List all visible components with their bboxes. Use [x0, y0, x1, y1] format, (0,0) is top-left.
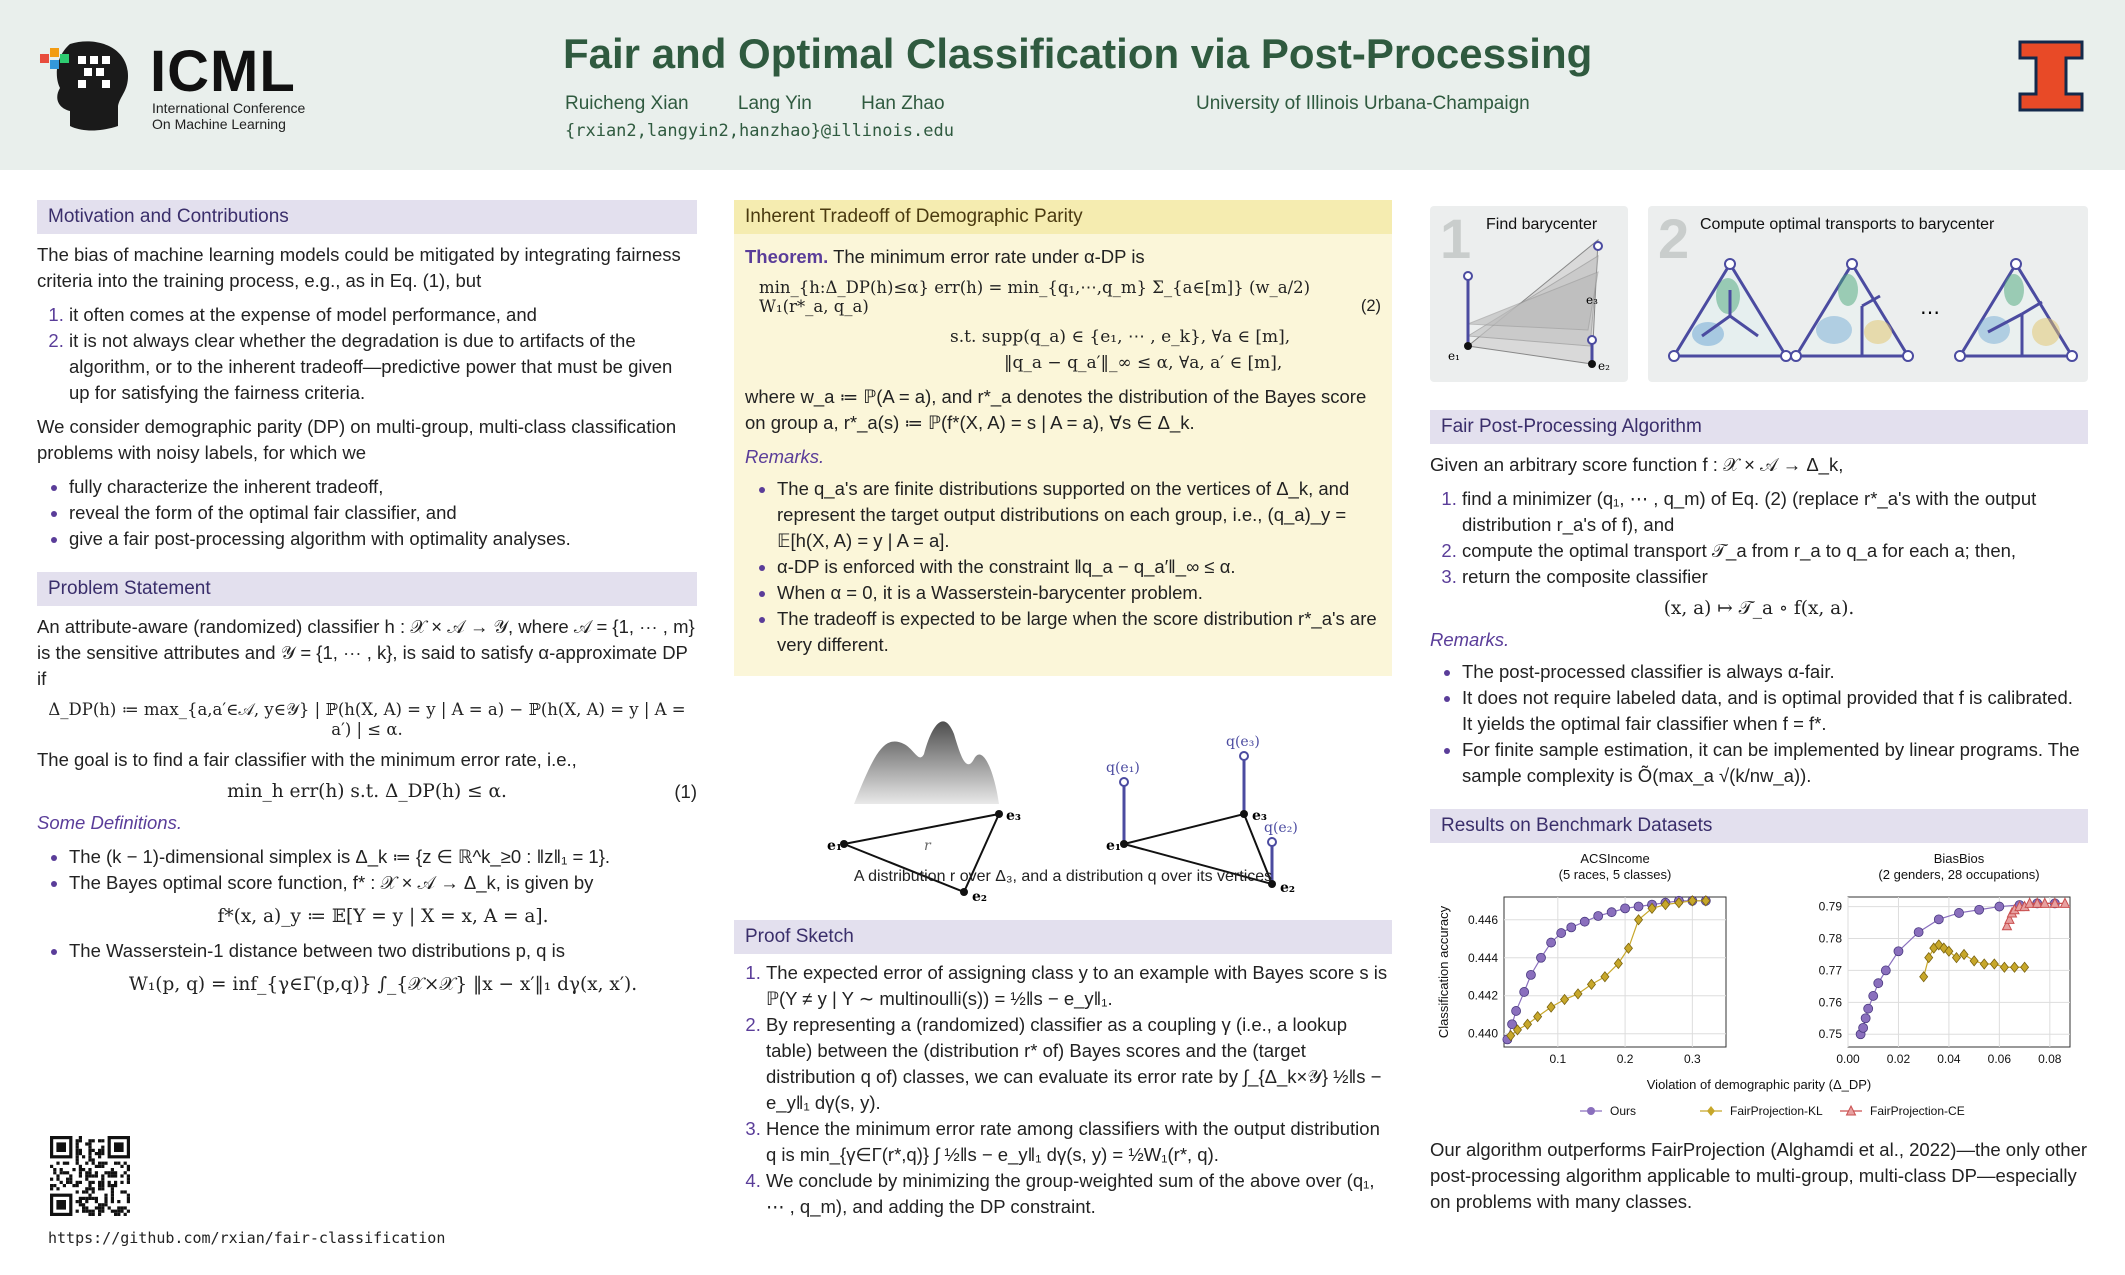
remarks-heading: Remarks.: [1430, 629, 1510, 650]
step2-panel: [1648, 206, 2088, 382]
data-point: [1537, 953, 1546, 962]
chart-title: BiasBios: [1933, 851, 1985, 866]
section-heading-results: Results on Benchmark Datasets: [1430, 809, 2088, 843]
data-point: [1621, 904, 1630, 913]
list-item: • When α = 0, it is a Wasserstein-barycenter problem.: [777, 580, 1381, 606]
step-label: Find barycenter: [1486, 216, 1598, 233]
list-item: 3. return the composite classifier: [1462, 564, 2088, 590]
bayes-score-equation: f*(x, a)_y ≔ 𝔼[Y = y | X = x, A = a].: [217, 906, 549, 927]
data-point: [1894, 947, 1903, 956]
y-tick-label: 0.446: [1467, 912, 1498, 927]
composite-classifier-equation: (x, a) ↦ 𝒯_a ∘ f(x, a).: [1663, 598, 1855, 619]
data-point: [1869, 991, 1878, 1000]
y-tick-label: 0.76: [1818, 995, 1842, 1010]
data-point: [1547, 938, 1556, 947]
transport-diagrams: [1648, 206, 2088, 382]
poster-header: [0, 0, 2125, 170]
x-tick-label: 0.08: [2038, 1052, 2062, 1066]
data-point: [1557, 929, 1566, 938]
column-right: [1430, 410, 2088, 1223]
theorem-equation-body: min_{h:Δ_DP(h)≤α} err(h) = min_{q₁,⋯,q_m} Σ_{a∈[m]} (w_a/2) W₁(r*_a, q_a): [759, 278, 1311, 316]
list-item: 1. The expected error of assigning class y to an example with Bayes score s is ℙ(Y ≠ y | Y ∼ multinoulli(s)) = ½‖s − e_y‖₁.: [766, 960, 1392, 1012]
list-item: • α-DP is enforced with the constraint ‖q_a − q_a′‖_∞ ≤ α.: [777, 554, 1381, 580]
data-point: [1881, 966, 1890, 975]
data-point: [1995, 902, 2004, 911]
chart-subtitle: (5 races, 5 classes): [1558, 867, 1672, 882]
author-name: Lang Yin: [737, 93, 812, 114]
y-tick-label: 0.78: [1818, 931, 1842, 946]
definition-text: The Bayes optimal score function, f* : 𝒳 × 𝒜 → Δ_k, is given by: [69, 872, 594, 893]
definitions-heading: Some Definitions.: [37, 812, 182, 833]
icml-logo: [40, 36, 340, 136]
distribution-label-r: r: [924, 838, 931, 854]
x-tick-label: 0.02: [1886, 1052, 1911, 1066]
legend-marker: [1707, 1106, 1715, 1116]
list-item: 3. Hence the minimum error rate among classifiers with the output distribution q is min_{γ∈Γ(r*,q)} ∫ ½‖s − e_y‖₁ dγ(s, y) = ½W₁(r*, q).: [766, 1116, 1392, 1168]
section-heading-problem: Problem Statement: [37, 572, 697, 606]
y-tick-label: 0.444: [1467, 950, 1498, 965]
column-left: [37, 200, 697, 1006]
ellipsis: …: [1920, 295, 1940, 319]
x-tick-label: 0.06: [1987, 1052, 2012, 1066]
dp-equation: Δ_DP(h) ≔ max_{a,a′∈𝒜, y∈𝒴} | ℙ(h(X, A) = y | A = a) − ℙ(h(X, A) = y | A = a′) | ≤ α.: [48, 700, 686, 739]
step-label: Compute optimal transports to barycenter: [1700, 216, 1995, 233]
author-list: [565, 93, 989, 115]
logo-subtitle-line-2: On Machine Learning: [152, 116, 286, 132]
list-item: • The tradeoff is expected to be large when the score distribution r*_a's are very different.: [777, 606, 1381, 658]
goal-equation: [37, 781, 697, 802]
y-tick-label: 0.75: [1818, 1027, 1842, 1042]
algorithm-steps: [1430, 486, 2088, 590]
data-point: [1864, 1004, 1873, 1013]
vertex-label-e2: e₂: [1280, 880, 1296, 896]
motivation-consider: We consider demographic parity (DP) on multi-group, multi-class classification problems with noisy labels, for which we: [37, 416, 677, 463]
list-item: • It does not require labeled data, and is optimal provided that f is calibrated. It yields the optimal fair classifier when f = f*.: [1462, 685, 2088, 737]
results-charts: [1430, 849, 2088, 1129]
author-name: Ruicheng Xian: [565, 93, 689, 114]
x-tick-label: 0.00: [1836, 1052, 1860, 1066]
legend-label: Ours: [1610, 1104, 1637, 1118]
vertex-label-e1: e₁: [1106, 838, 1122, 854]
list-item: 2. it is not always clear whether the degradation is due to artifacts of the algorithm, or to the inherent tradeoff—predictive power that must be given up for satisfying the fairness criteria.: [69, 328, 697, 406]
q-label-e3: q(e₃): [1226, 734, 1260, 750]
vertex-label-e1: e₁: [1448, 349, 1460, 363]
x-tick-label: 0.04: [1937, 1052, 1961, 1066]
data-point: [1634, 902, 1643, 911]
vertex-label-e2: e₂: [1598, 359, 1610, 373]
definition-text: The Wasserstein-1 distance between two distributions p, q is: [69, 940, 565, 961]
definition-list: [37, 844, 697, 998]
data-point: [1955, 908, 1964, 917]
density-surface: [854, 721, 999, 804]
goal-equation-body: min_h err(h) s.t. Δ_DP(h) ≤ α.: [227, 781, 507, 802]
author-name: Han Zhao: [861, 93, 945, 114]
legend-marker: [1587, 1107, 1595, 1115]
motivation-intro: The bias of machine learning models could be mitigated by integrating fairness criteria into the training process, e.g., as in Eq. (1), but: [37, 244, 681, 291]
section-heading-tradeoff: Inherent Tradeoff of Demographic Parity: [734, 200, 1392, 234]
data-point: [1607, 908, 1616, 917]
constraint-dp: ‖q_a − q_a′‖_∞ ≤ α, ∀a, a′ ∈ [m],: [1004, 353, 1283, 373]
proof-steps: [734, 960, 1392, 1220]
section-heading-motivation: Motivation and Contributions: [37, 200, 697, 234]
x-axis-label: Violation of demographic parity (Δ_DP): [1646, 1077, 1872, 1092]
qr-code-icon[interactable]: [50, 1136, 130, 1216]
column-middle: [734, 200, 1392, 1226]
list-item: • For finite sample estimation, it can be implemented by linear programs. The sample complexity is Õ(max_a √(k/nw_a)).: [1462, 737, 2088, 789]
data-point: [1512, 1006, 1521, 1015]
affiliation: University of Illinois Urbana-Champaign: [1196, 93, 1530, 114]
x-tick-label: 0.2: [1616, 1052, 1634, 1066]
y-tick-label: 0.442: [1467, 988, 1498, 1003]
vertex-label-e2: e₂: [972, 889, 988, 905]
theorem-statement: [745, 244, 1381, 270]
algorithm-remarks: [1430, 659, 2088, 789]
list-item: • fully characterize the inherent tradeoff,: [69, 474, 697, 500]
list-item: • The post-processed classifier is always α-fair.: [1462, 659, 2088, 685]
poster-title: Fair and Optimal Classification via Post-Processing: [563, 30, 1593, 77]
list-item: • The (k − 1)-dimensional simplex is Δ_k ≔ {z ∈ ℝ^k_≥0 : ‖z‖₁ = 1}.: [69, 844, 697, 870]
list-item: • give a fair post-processing algorithm with optimality analyses.: [69, 526, 697, 552]
x-tick-label: 0.1: [1549, 1052, 1567, 1066]
list-item: 4. We conclude by minimizing the group-weighted sum of the above over (q₁, ⋯ , q_m), and adding the DP constraint.: [766, 1168, 1392, 1220]
theorem-constraints: [745, 324, 1381, 376]
list-item: 1. find a minimizer (q₁, ⋯ , q_m) of Eq. (2) (replace r*_a's with the output distribution r_a's of f), and: [1462, 486, 2088, 538]
data-point: [1580, 917, 1589, 926]
chart-subtitle: (2 genders, 28 occupations): [1878, 867, 2040, 882]
vertex-label-e3: e₃: [1252, 808, 1268, 824]
list-item: • reveal the form of the optimal fair classifier, and: [69, 500, 697, 526]
icml-head-icon: [40, 36, 140, 136]
data-point: [1859, 1023, 1868, 1032]
simplex-figure-caption: A distribution r over Δ₃, and a distribution q over its vertices: [853, 868, 1273, 885]
step-number: 2: [1658, 207, 1690, 270]
list-item: [69, 938, 697, 998]
algorithm-intro: Given an arbitrary score function f : 𝒳 × 𝒜 → Δ_k,: [1430, 454, 1844, 475]
list-item: [69, 870, 697, 930]
data-point: [1567, 923, 1576, 932]
step-number: 1: [1440, 207, 1472, 270]
wasserstein-equation: W₁(p, q) = inf_{γ∈Γ(p,q)} ∫_{𝒳×𝒳} ‖x − x′‖₁ dγ(x, x′).: [128, 974, 638, 995]
data-point: [1520, 987, 1529, 996]
data-point: [1874, 979, 1883, 988]
illinois-block-i-icon: [2018, 40, 2084, 112]
equation-number: (1): [674, 781, 697, 802]
equation-number: (2): [1360, 297, 1381, 315]
barycenter-diagram: [1430, 206, 1628, 382]
tradeoff-remarks: [745, 476, 1381, 658]
author-email: {rxian2,langyin2,hanzhao}@illinois.edu: [565, 121, 954, 141]
y-tick-label: 0.77: [1818, 963, 1842, 978]
theorem-text: The minimum error rate under α-DP is: [833, 246, 1145, 267]
chart-title: ACSIncome: [1580, 851, 1650, 866]
theorem-label: Theorem.: [745, 246, 829, 267]
theorem-equation: [745, 278, 1381, 316]
vertex-label-e3: e₃: [1006, 808, 1022, 824]
y-tick-label: 0.440: [1467, 1026, 1498, 1041]
legend-label: FairProjection-KL: [1730, 1104, 1823, 1118]
list-item: 2. By representing a (randomized) classifier as a coupling γ (i.e., a lookup table) between the (distribution r* of) Bayes scores and the (target distribution q of) classes, we can evaluate its error rate by ∫_{Δ_k×𝒴} ½‖s − e_y‖₁ dγ(s, y).: [766, 1012, 1392, 1116]
problem-intro: An attribute-aware (randomized) classifier h : 𝒳 × 𝒜 → 𝒴, where 𝒜 = {1, ⋯ , m} is the sensitive attributes and 𝒴 = {1, ⋯ , k}, is said to satisfy α-approximate DP if: [37, 616, 695, 689]
logo-word: ICML: [150, 39, 296, 104]
y-tick-label: 0.79: [1818, 899, 1842, 914]
logo-subtitle: [152, 100, 305, 132]
logo-subtitle-line-1: International Conference: [152, 100, 306, 116]
legend-label: FairProjection-CE: [1870, 1104, 1965, 1118]
data-point: [1861, 1014, 1870, 1023]
remarks-heading: Remarks.: [745, 446, 825, 467]
q-label-e1: q(e₁): [1106, 760, 1140, 776]
list-item: 2. compute the optimal transport 𝒯_a from r_a to q_a for each a; then,: [1462, 538, 2088, 564]
list-item: 1. it often comes at the expense of model performance, and: [69, 302, 697, 328]
data-point: [1914, 928, 1923, 937]
github-link[interactable]: https://github.com/rxian/fair-classification: [48, 1229, 446, 1247]
motivation-points: [37, 302, 697, 406]
data-point: [1594, 911, 1603, 920]
data-point: [1934, 915, 1943, 924]
constraint-support: s.t. supp(q_a) ∈ {e₁, ⋯ , e_k}, ∀a ∈ [m],: [950, 327, 1291, 347]
problem-goal: The goal is to find a fair classifier with the minimum error rate, i.e.,: [37, 749, 577, 770]
contribution-list: [37, 474, 697, 552]
section-heading-algorithm: Fair Post-Processing Algorithm: [1430, 410, 2088, 444]
x-tick-label: 0.3: [1684, 1052, 1701, 1066]
step1-panel: [1430, 206, 1628, 382]
vertex-label-e3: e₃: [1586, 293, 1598, 307]
theorem-box: [734, 234, 1392, 676]
data-point: [1975, 905, 1984, 914]
results-conclusion: Our algorithm outperforms FairProjection (Alghamdi et al., 2022)—the only other post-processing algorithm applicable to multi-group, multi-class DP—especially on problems with many classes.: [1430, 1139, 2088, 1212]
y-axis-label: Classification accuracy: [1436, 905, 1451, 1039]
q-label-e2: q(e₂): [1264, 820, 1298, 836]
list-item: • The q_a's are finite distributions supported on the vertices of Δ_k, and represent the target output distributions on each group, i.e., (q_a)_y = 𝔼[h(X, A) = y | A = a].: [777, 476, 1381, 554]
vertex-label-e1: e₁: [827, 838, 843, 854]
data-point: [1526, 970, 1535, 979]
section-heading-proof: Proof Sketch: [734, 920, 1392, 954]
theorem-where: where w_a ≔ ℙ(A = a), and r*_a denotes the distribution of the Bayes score on group a, r*_a(s) ≔ ℙ(f*(X, A) = s | A = a), ∀s ∈ Δ_k.: [745, 386, 1367, 433]
